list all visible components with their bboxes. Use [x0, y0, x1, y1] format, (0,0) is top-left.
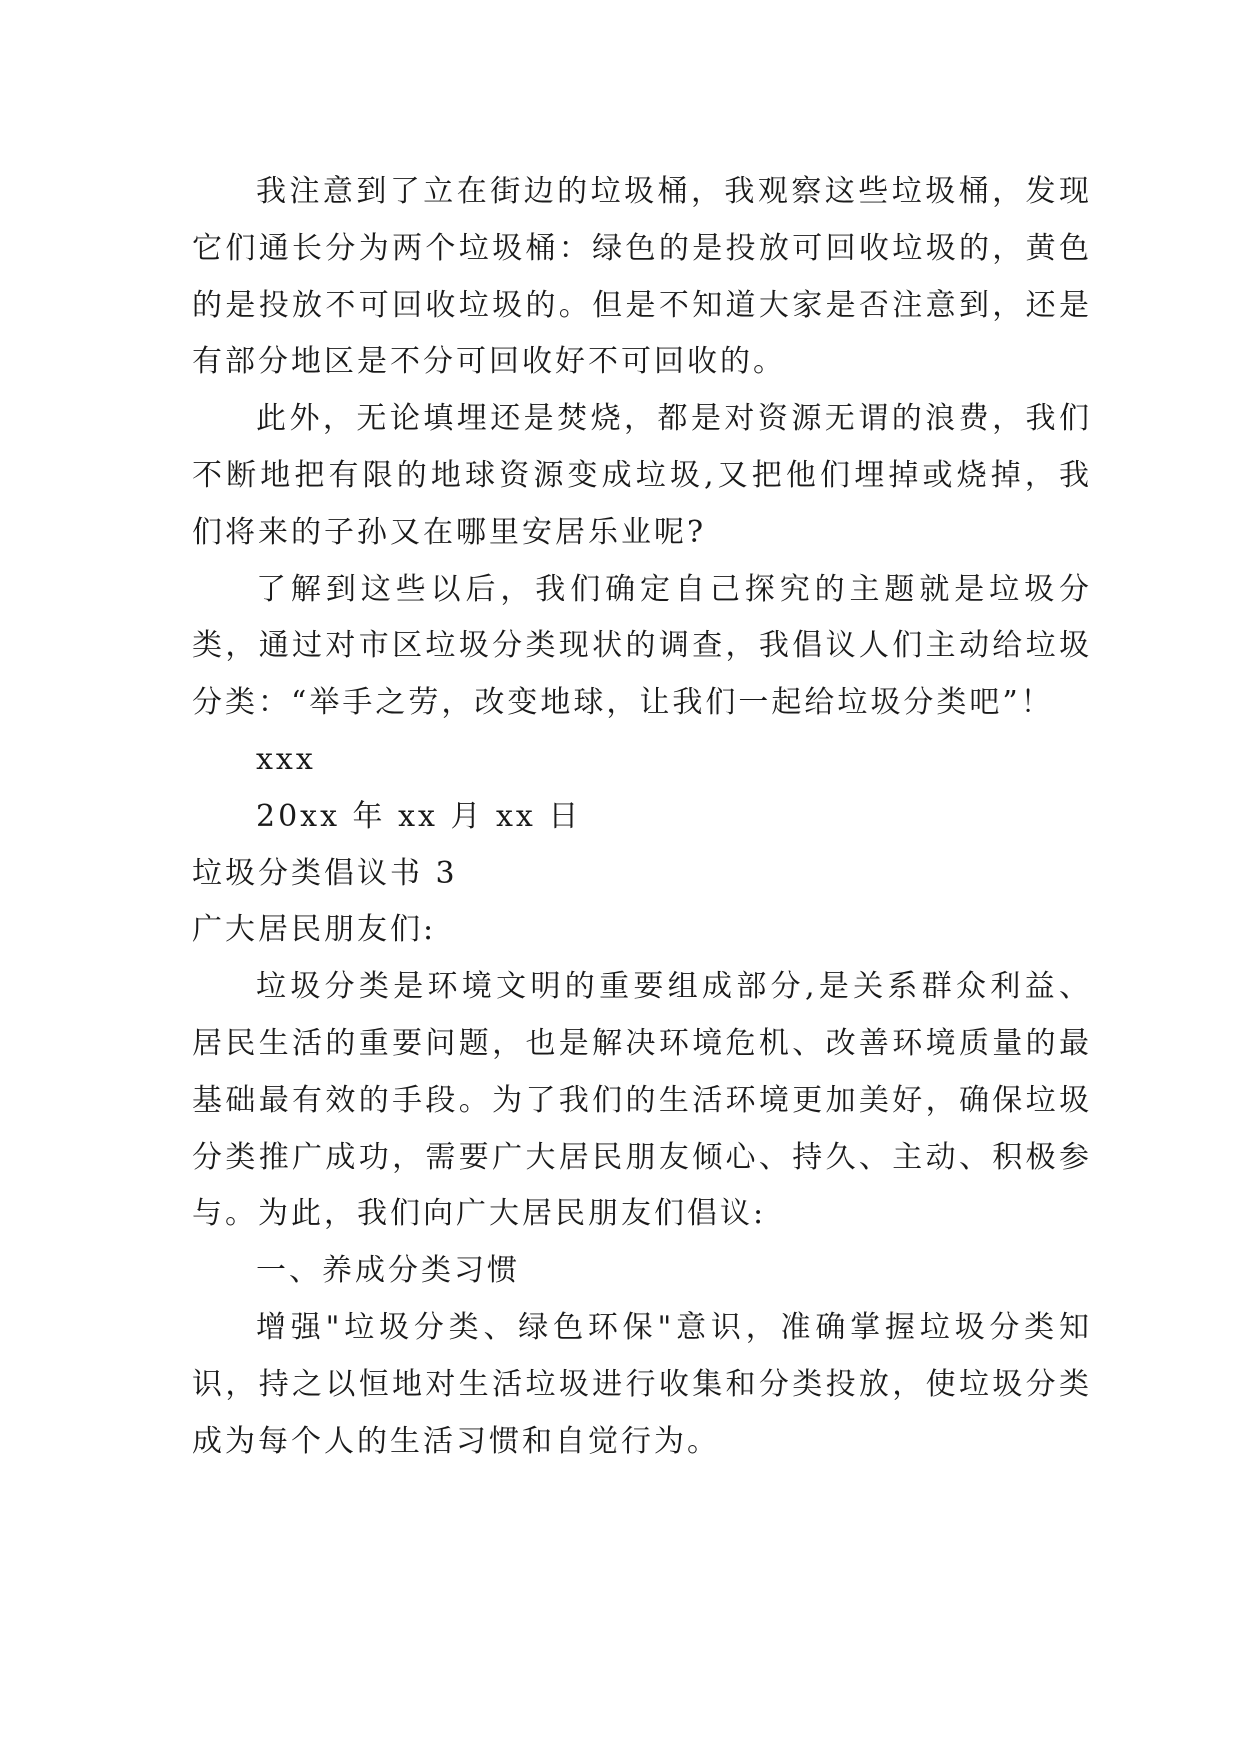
paragraph-resource-waste: 此外，无论填埋还是焚烧，都是对资源无谓的浪费，我们不断地把有限的地球资源变成垃圾,又把他们埋掉或烧掉，我们将来的子孙又在哪里安居乐业呢? — [192, 401, 1092, 550]
paragraph-item-one: 增强"垃圾分类、绿色环保"意识，准确掌握垃圾分类知识，持之以恒地对生活垃圾进行收集和分类投放，使垃圾分类成为每个人的生活习惯和自觉行为。 — [192, 1309, 1092, 1459]
paragraph-trash-bins: 我注意到了立在街边的垃圾桶，我观察这些垃圾桶，发现它们通长分为两个垃圾桶：绿色的是投放可回收垃圾的，黄色的是投放不可回收垃圾的。但是不知道大家是否注意到，还是有部分地区是不分可回收好不可回收的。 — [192, 174, 1092, 380]
paragraph-intro: 垃圾分类是环境文明的重要组成部分,是关系群众利益、居民生活的重要问题，也是解决环境危机、改善环境质量的最基础最有效的手段。为了我们的生活环境更加美好，确保垃圾分类推广成功，需要广大居民朋友倾心、持久、主动、积极参与。为此，我们向广大居民朋友们倡议: — [192, 969, 1092, 1232]
heading-item-one: 一、养成分类习惯 — [256, 1253, 520, 1289]
document-body — [192, 164, 1092, 1470]
signature-name: xxx — [256, 741, 316, 777]
paragraph-initiative: 了解到这些以后，我们确定自己探究的主题就是垃圾分类，通过对市区垃圾分类现状的调查，我倡议人们主动给垃圾分类：“举手之劳，改变地球，让我们一起给垃圾分类吧”！ — [192, 571, 1092, 721]
salutation: 广大居民朋友们: — [192, 912, 437, 948]
signature-date: 20xx 年 xx 月 xx 日 — [256, 798, 582, 834]
section-title: 垃圾分类倡议书 3 — [192, 855, 458, 891]
